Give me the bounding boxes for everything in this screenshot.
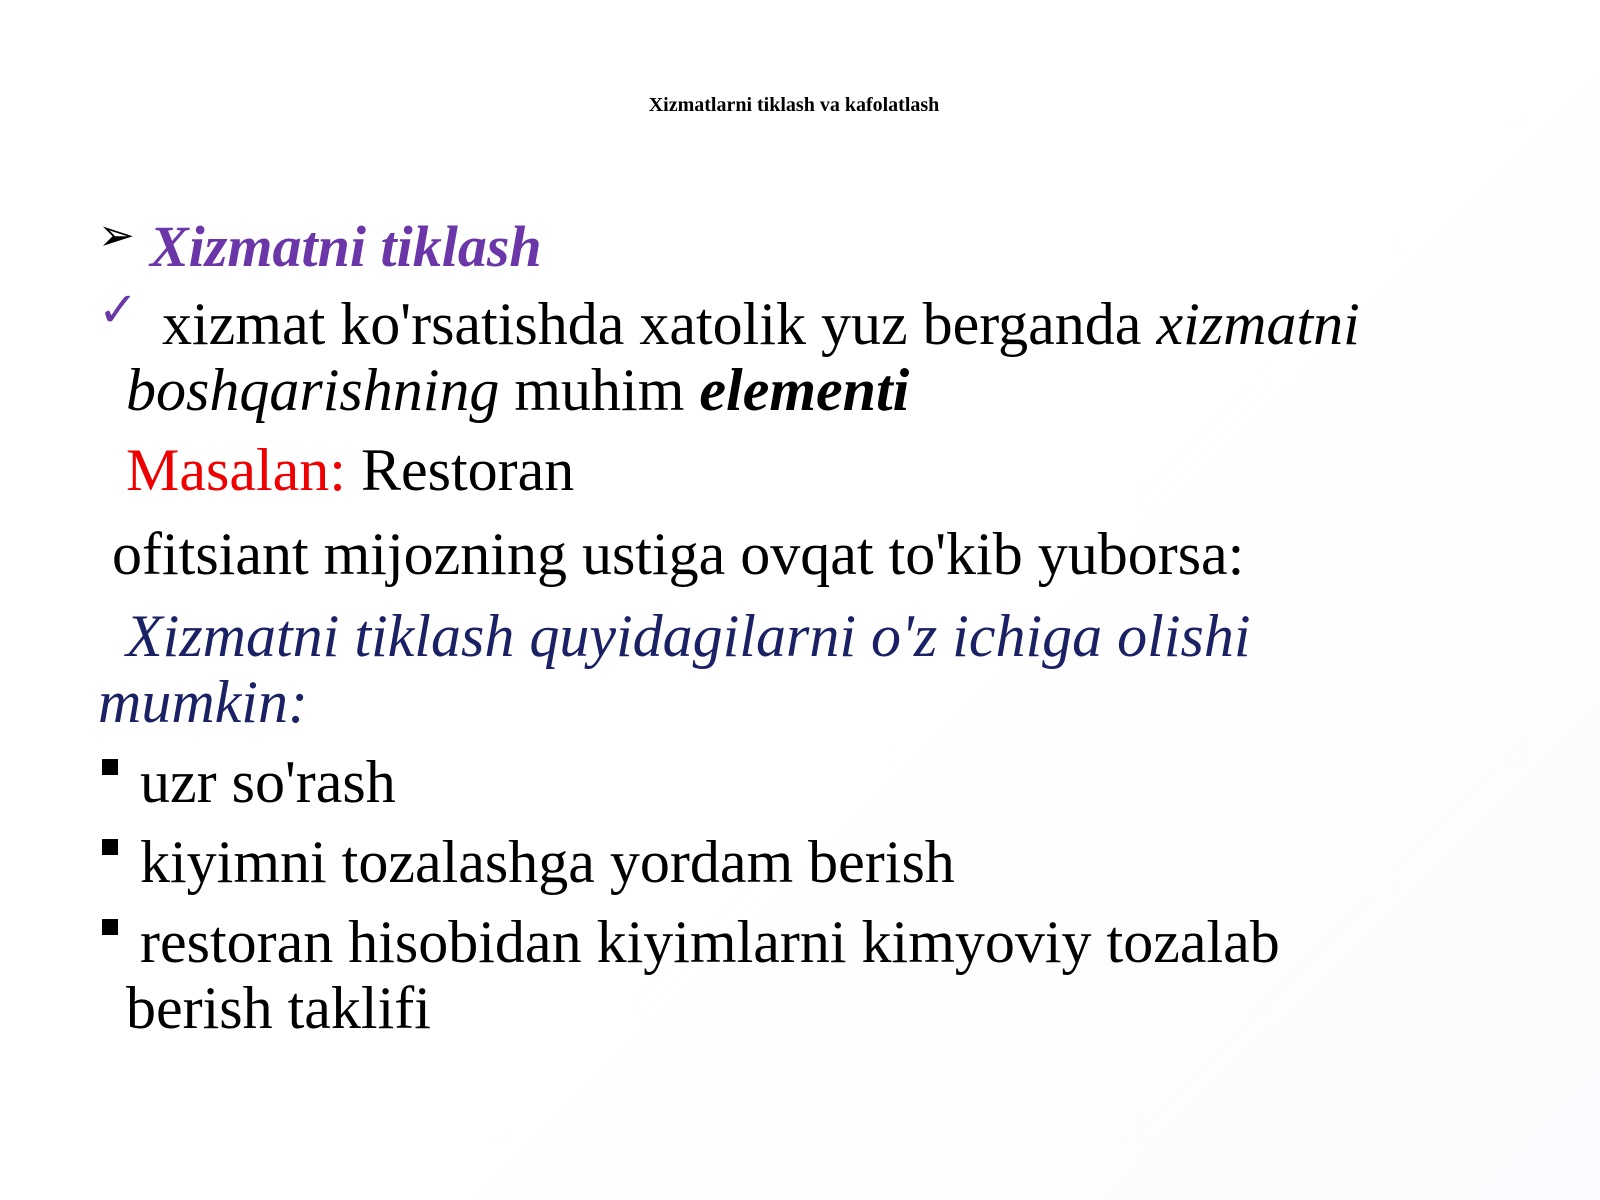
square-bullet-icon xyxy=(102,839,118,855)
list-item xyxy=(98,749,1518,815)
situation-text: ofitsiant mijozning ustiga ovqat to'kib yuborsa: xyxy=(112,521,1245,587)
list-item-text: uzr so'rash xyxy=(140,749,396,815)
arrow-bullet-icon: ➢ xyxy=(98,211,135,260)
check-item-line-1 xyxy=(126,291,1518,357)
recovery-intro-line-2: mumkin: xyxy=(98,669,308,735)
slide-title: Xizmatlarni tiklash va kafolatlash xyxy=(648,94,940,116)
list-item-text: restoran hisobidan kiyimlarni kimyoviy tozalab xyxy=(140,909,1280,975)
list-item xyxy=(98,829,1518,895)
check-item-text-2: muhim xyxy=(499,357,700,423)
check-item-line-2 xyxy=(126,357,1518,423)
recovery-intro xyxy=(98,603,1518,735)
checkmark-icon: ✓ xyxy=(98,284,139,337)
list-item-text-continued: berish taklifi xyxy=(126,975,431,1041)
check-item-italic-1: xizmatni xyxy=(1156,291,1360,357)
heading xyxy=(98,200,1518,283)
check-item-bold-italic: elementi xyxy=(699,357,910,423)
check-item-italic-2: boshqarishning xyxy=(126,357,500,423)
example-label: Masalan: xyxy=(126,437,346,503)
square-bullet-icon xyxy=(102,919,118,935)
square-bullet-icon xyxy=(102,759,118,775)
list-item-text: kiyimni tozalashga yordam berish xyxy=(140,829,955,895)
check-item xyxy=(98,284,1518,423)
heading-text: Xizmatni tiklash xyxy=(150,214,542,279)
recovery-intro-line-1: Xizmatni tiklash quyidagilarni o'z ichiga olishi xyxy=(126,603,1251,669)
example-text: Restoran xyxy=(345,437,575,503)
check-item-text: xizmat ko'rsatishda xatolik yuz berganda xyxy=(162,291,1157,357)
slide-content xyxy=(98,200,1518,1041)
example-line xyxy=(98,437,1518,503)
list-item xyxy=(98,909,1518,1041)
